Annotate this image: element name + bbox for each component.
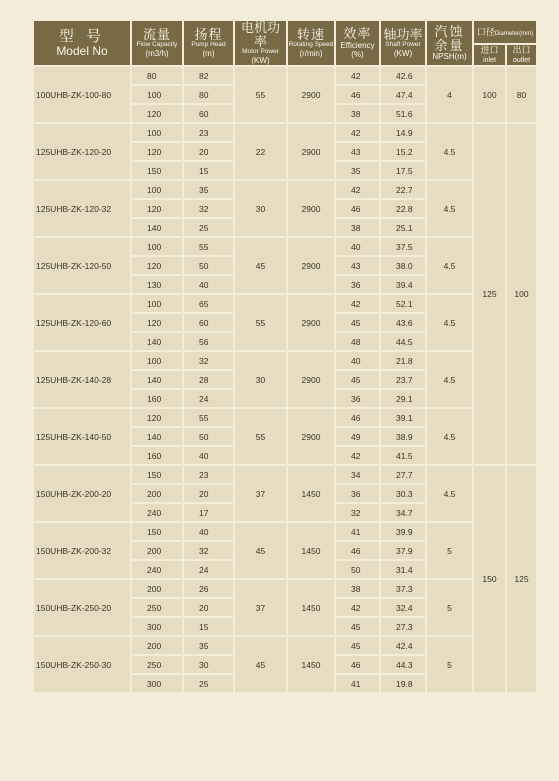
efficiency-cell: 45 — [336, 371, 379, 388]
header-inlet-en: inlet — [483, 56, 496, 64]
head-cell: 50 — [184, 257, 233, 274]
shaft-power-cell: 23.7 — [381, 371, 425, 388]
table-row — [34, 352, 536, 369]
spec-table-wrapper — [32, 19, 538, 694]
head-cell: 40 — [184, 276, 233, 293]
flow-cell: 100 — [132, 352, 182, 369]
model-cell: 125UHB-ZK-120-50 — [34, 238, 130, 293]
flow-cell: 150 — [132, 523, 182, 540]
power-cell: 45 — [235, 637, 286, 692]
head-cell: 55 — [184, 409, 233, 426]
flow-cell: 120 — [132, 143, 182, 160]
power-cell: 45 — [235, 238, 286, 293]
flow-cell: 120 — [132, 409, 182, 426]
power-cell: 45 — [235, 523, 286, 578]
outlet-diameter-cell: 125 — [507, 466, 536, 692]
efficiency-cell: 46 — [336, 656, 379, 673]
head-cell: 28 — [184, 371, 233, 388]
flow-cell: 120 — [132, 257, 182, 274]
shaft-power-cell: 37.5 — [381, 238, 425, 255]
header-head-unit: (m) — [202, 49, 215, 59]
efficiency-cell: 35 — [336, 162, 379, 179]
efficiency-cell: 49 — [336, 428, 379, 445]
header-flow — [132, 21, 182, 65]
shaft-power-cell: 25.1 — [381, 219, 425, 236]
shaft-power-cell: 47.4 — [381, 86, 425, 103]
model-cell: 150UHB-ZK-200-20 — [34, 466, 130, 521]
power-cell: 55 — [235, 295, 286, 350]
speed-cell: 2900 — [288, 124, 334, 179]
efficiency-cell: 45 — [336, 314, 379, 331]
outlet-diameter-cell: 80 — [507, 67, 536, 122]
table-row — [34, 523, 536, 540]
speed-cell: 1450 — [288, 523, 334, 578]
head-cell: 60 — [184, 314, 233, 331]
header-inlet — [474, 45, 505, 66]
shaft-power-cell: 22.8 — [381, 200, 425, 217]
head-cell: 35 — [184, 637, 233, 654]
head-cell: 23 — [184, 124, 233, 141]
header-flow-zh: 流量 — [142, 26, 171, 42]
efficiency-cell: 42 — [336, 599, 379, 616]
flow-cell: 200 — [132, 637, 182, 654]
flow-cell: 140 — [132, 333, 182, 350]
head-cell: 80 — [184, 86, 233, 103]
shaft-power-cell: 52.1 — [381, 295, 425, 312]
table-row — [34, 580, 536, 597]
flow-cell: 100 — [132, 238, 182, 255]
efficiency-cell: 46 — [336, 200, 379, 217]
speed-cell: 2900 — [288, 238, 334, 293]
power-cell: 55 — [235, 409, 286, 464]
flow-cell: 140 — [132, 219, 182, 236]
header-shaft-unit: (KW) — [393, 49, 413, 59]
shaft-power-cell: 22.7 — [381, 181, 425, 198]
flow-cell: 120 — [132, 105, 182, 122]
flow-cell: 100 — [132, 124, 182, 141]
power-cell: 37 — [235, 580, 286, 635]
flow-cell: 200 — [132, 485, 182, 502]
header-power-zh: 电机功率 — [240, 20, 280, 49]
shaft-power-cell: 31.4 — [381, 561, 425, 578]
head-cell: 32 — [184, 200, 233, 217]
inlet-diameter-cell: 150 — [474, 466, 505, 692]
table-row — [34, 67, 536, 84]
power-cell: 22 — [235, 124, 286, 179]
efficiency-cell: 40 — [336, 238, 379, 255]
shaft-power-cell: 42.4 — [381, 637, 425, 654]
model-cell: 125UHB-ZK-120-20 — [34, 124, 130, 179]
efficiency-cell: 32 — [336, 504, 379, 521]
shaft-power-cell: 21.8 — [381, 352, 425, 369]
header-npsh-zh: 汽蚀 余量 — [434, 23, 465, 53]
shaft-power-cell: 27.3 — [381, 618, 425, 635]
npsh-cell: 5 — [427, 523, 472, 578]
header-power — [235, 21, 286, 65]
header-power-en: Motor Power — [242, 48, 279, 56]
header-diameter-en: Diameter(mm) — [494, 31, 534, 38]
flow-cell: 100 — [132, 295, 182, 312]
flow-cell: 130 — [132, 276, 182, 293]
header-speed — [288, 21, 334, 65]
head-cell: 24 — [184, 390, 233, 407]
head-cell: 40 — [184, 447, 233, 464]
efficiency-cell: 45 — [336, 637, 379, 654]
head-cell: 26 — [184, 580, 233, 597]
model-cell: 125UHB-ZK-120-60 — [34, 295, 130, 350]
shaft-power-cell: 17.5 — [381, 162, 425, 179]
flow-cell: 300 — [132, 675, 182, 692]
efficiency-cell: 46 — [336, 409, 379, 426]
header-shaft-power — [381, 21, 425, 65]
speed-cell: 2900 — [288, 67, 334, 122]
header-shaft-zh: 轴功率 — [383, 26, 423, 42]
efficiency-cell: 40 — [336, 352, 379, 369]
header-eff-en: Efficiency — [340, 40, 375, 50]
flow-cell: 200 — [132, 580, 182, 597]
model-cell: 150UHB-ZK-250-20 — [34, 580, 130, 635]
header-inlet-zh: 进口 — [480, 45, 499, 56]
head-cell: 15 — [184, 162, 233, 179]
shaft-power-cell: 37.3 — [381, 580, 425, 597]
flow-cell: 160 — [132, 390, 182, 407]
header-speed-en: Rotating Speed — [288, 41, 334, 49]
shaft-power-cell: 39.4 — [381, 276, 425, 293]
header-model-en: Model No — [56, 44, 108, 59]
shaft-power-cell: 19.8 — [381, 675, 425, 692]
head-cell: 50 — [184, 428, 233, 445]
head-cell: 32 — [184, 542, 233, 559]
efficiency-cell: 34 — [336, 466, 379, 483]
header-npsh-en: NPSH(m) — [432, 52, 467, 62]
flow-cell: 120 — [132, 314, 182, 331]
speed-cell: 2900 — [288, 295, 334, 350]
header-outlet-en: outlet — [512, 56, 531, 64]
header-flow-en: Flow Capacity — [136, 41, 178, 49]
shaft-power-cell: 42.6 — [381, 67, 425, 84]
header-shaft-en: Shaft Power — [385, 41, 421, 49]
header-diameter — [474, 21, 536, 43]
head-cell: 40 — [184, 523, 233, 540]
shaft-power-cell: 39.9 — [381, 523, 425, 540]
shaft-power-cell: 41.5 — [381, 447, 425, 464]
npsh-cell: 5 — [427, 637, 472, 692]
efficiency-cell: 42 — [336, 181, 379, 198]
npsh-cell: 4.5 — [427, 352, 472, 407]
npsh-cell: 4.5 — [427, 295, 472, 350]
model-cell: 125UHB-ZK-140-50 — [34, 409, 130, 464]
flow-cell: 300 — [132, 618, 182, 635]
efficiency-cell: 36 — [336, 276, 379, 293]
speed-cell: 2900 — [288, 352, 334, 407]
flow-cell: 140 — [132, 371, 182, 388]
shaft-power-cell: 38.9 — [381, 428, 425, 445]
pump-spec-table — [32, 19, 538, 694]
head-cell: 20 — [184, 599, 233, 616]
efficiency-cell: 42 — [336, 67, 379, 84]
header-flow-unit: (m3/h) — [145, 49, 169, 59]
speed-cell: 1450 — [288, 637, 334, 692]
power-cell: 37 — [235, 466, 286, 521]
speed-cell: 1450 — [288, 580, 334, 635]
flow-cell: 200 — [132, 542, 182, 559]
power-cell: 30 — [235, 181, 286, 236]
head-cell: 20 — [184, 485, 233, 502]
head-cell: 60 — [184, 105, 233, 122]
model-cell: 125UHB-ZK-140-28 — [34, 352, 130, 407]
flow-cell: 150 — [132, 162, 182, 179]
efficiency-cell: 43 — [336, 143, 379, 160]
header-power-unit: (KW) — [251, 56, 270, 66]
table-row — [34, 295, 536, 312]
efficiency-cell: 48 — [336, 333, 379, 350]
efficiency-cell: 42 — [336, 295, 379, 312]
flow-cell: 100 — [132, 86, 182, 103]
npsh-cell: 4.5 — [427, 124, 472, 179]
head-cell: 32 — [184, 352, 233, 369]
efficiency-cell: 42 — [336, 447, 379, 464]
efficiency-cell: 38 — [336, 219, 379, 236]
head-cell: 25 — [184, 675, 233, 692]
inlet-diameter-cell: 125 — [474, 124, 505, 464]
shaft-power-cell: 39.1 — [381, 409, 425, 426]
head-cell: 24 — [184, 561, 233, 578]
header-speed-unit: (r/min) — [299, 49, 323, 59]
header-outlet-zh: 出口 — [512, 45, 531, 56]
efficiency-cell: 36 — [336, 390, 379, 407]
shaft-power-cell: 29.1 — [381, 390, 425, 407]
flow-cell: 160 — [132, 447, 182, 464]
table-row — [34, 637, 536, 654]
shaft-power-cell: 51.6 — [381, 105, 425, 122]
model-cell: 125UHB-ZK-120-32 — [34, 181, 130, 236]
shaft-power-cell: 27.7 — [381, 466, 425, 483]
header-diameter-zh: 口径 — [476, 27, 495, 38]
table-row — [34, 124, 536, 141]
shaft-power-cell: 37.9 — [381, 542, 425, 559]
header-efficiency — [336, 21, 379, 65]
efficiency-cell: 45 — [336, 618, 379, 635]
header-head — [184, 21, 233, 65]
flow-cell: 120 — [132, 200, 182, 217]
head-cell: 17 — [184, 504, 233, 521]
speed-cell: 1450 — [288, 466, 334, 521]
head-cell: 20 — [184, 143, 233, 160]
header-model-zh: 型 号 — [58, 27, 106, 45]
efficiency-cell: 41 — [336, 523, 379, 540]
header-model — [34, 21, 130, 65]
inlet-diameter-cell: 100 — [474, 67, 505, 122]
efficiency-cell: 38 — [336, 105, 379, 122]
shaft-power-cell: 30.3 — [381, 485, 425, 502]
header-head-en: Pump Head — [191, 41, 226, 49]
speed-cell: 2900 — [288, 181, 334, 236]
efficiency-cell: 36 — [336, 485, 379, 502]
header-head-zh: 扬程 — [194, 26, 223, 42]
model-cell: 150UHB-ZK-200-32 — [34, 523, 130, 578]
npsh-cell: 4.5 — [427, 409, 472, 464]
head-cell: 30 — [184, 656, 233, 673]
header-eff-zh: 效率 — [343, 26, 372, 42]
table-row — [34, 466, 536, 483]
flow-cell: 240 — [132, 504, 182, 521]
flow-cell: 150 — [132, 466, 182, 483]
power-cell: 30 — [235, 352, 286, 407]
head-cell: 15 — [184, 618, 233, 635]
head-cell: 25 — [184, 219, 233, 236]
table-header — [34, 21, 536, 65]
shaft-power-cell: 44.5 — [381, 333, 425, 350]
shaft-power-cell: 14.9 — [381, 124, 425, 141]
head-cell: 82 — [184, 67, 233, 84]
header-eff-unit: (%) — [351, 50, 364, 60]
efficiency-cell: 42 — [336, 124, 379, 141]
head-cell: 56 — [184, 333, 233, 350]
shaft-power-cell: 34.7 — [381, 504, 425, 521]
table-row — [34, 181, 536, 198]
flow-cell: 250 — [132, 656, 182, 673]
speed-cell: 2900 — [288, 409, 334, 464]
shaft-power-cell: 32.4 — [381, 599, 425, 616]
shaft-power-cell: 43.6 — [381, 314, 425, 331]
head-cell: 55 — [184, 238, 233, 255]
flow-cell: 140 — [132, 428, 182, 445]
head-cell: 35 — [184, 181, 233, 198]
table-row — [34, 238, 536, 255]
table-row — [34, 409, 536, 426]
flow-cell: 80 — [132, 67, 182, 84]
header-speed-zh: 转速 — [296, 26, 325, 42]
outlet-diameter-cell: 100 — [507, 124, 536, 464]
flow-cell: 100 — [132, 181, 182, 198]
power-cell: 55 — [235, 67, 286, 122]
npsh-cell: 4.5 — [427, 238, 472, 293]
flow-cell: 240 — [132, 561, 182, 578]
shaft-power-cell: 44.3 — [381, 656, 425, 673]
table-body — [34, 67, 536, 692]
head-cell: 65 — [184, 295, 233, 312]
efficiency-cell: 43 — [336, 257, 379, 274]
header-outlet — [507, 45, 536, 66]
shaft-power-cell: 15.2 — [381, 143, 425, 160]
head-cell: 23 — [184, 466, 233, 483]
shaft-power-cell: 38.0 — [381, 257, 425, 274]
npsh-cell: 5 — [427, 580, 472, 635]
model-cell: 150UHB-ZK-250-30 — [34, 637, 130, 692]
efficiency-cell: 38 — [336, 580, 379, 597]
npsh-cell: 4 — [427, 67, 472, 122]
efficiency-cell: 41 — [336, 675, 379, 692]
model-cell: 100UHB-ZK-100-80 — [34, 67, 130, 122]
npsh-cell: 4.5 — [427, 181, 472, 236]
efficiency-cell: 46 — [336, 542, 379, 559]
npsh-cell: 4.5 — [427, 466, 472, 521]
header-npsh — [427, 21, 472, 65]
efficiency-cell: 50 — [336, 561, 379, 578]
flow-cell: 250 — [132, 599, 182, 616]
efficiency-cell: 46 — [336, 86, 379, 103]
